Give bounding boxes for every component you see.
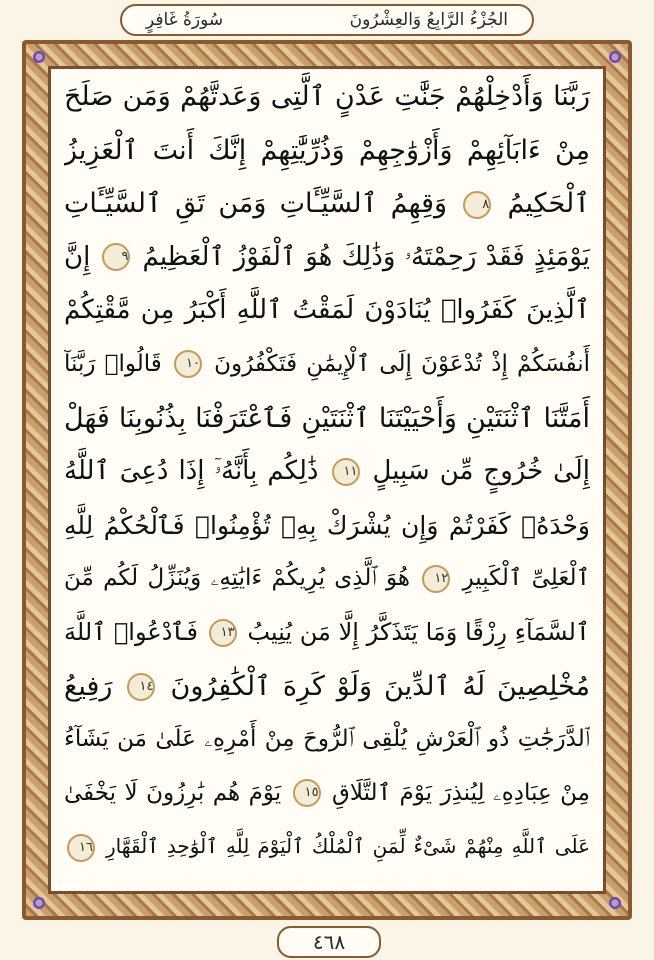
ayah-number-marker: ١٦ bbox=[67, 834, 95, 862]
text-line: مِنْ ءَابَآئِهِمْ وَأَزْوَٰجِهِمْ وَذُرِّيَّٰتِهِمْ إِنَّكَ أَنتَ ٱلْعَزِيزُ bbox=[64, 134, 590, 166]
text-line: رَبَّنَا وَأَدْخِلْهُمْ جَنَّٰتِ عَدْنٍ ٱلَّتِى وَعَدتَّهُمْ وَمَن صَلَحَ bbox=[64, 81, 590, 112]
text-line: مِنْ عِبَادِهِۦ لِيُنذِرَ يَوْمَ ٱلتَّلَاقِ ١٥ يَوْمَ هُم بَٰرِزُونَ لَا يَخْفَىٰ bbox=[64, 779, 590, 806]
text-line: ٱلسَّمَآءِ رِزْقًا وَمَا يَتَذَكَّرُ إِلَّا مَن يُنِيبُ ١٣ فَٱدْعُوا۟ ٱللَّهَ bbox=[64, 617, 590, 646]
ayah-number-marker: ١٠ bbox=[174, 350, 202, 378]
ayah-number-marker: ١٣ bbox=[209, 619, 237, 647]
text-line: أَنفُسَكُمْ إِذْ تُدْعَوْنَ إِلَى ٱلْإِيمَٰنِ فَتَكْفُرُونَ ١٠ قَالُوا۟ رَبَّنَآ bbox=[64, 350, 590, 377]
ornament-icon bbox=[608, 896, 622, 910]
page-header bbox=[120, 4, 534, 36]
text-line: عَلَى ٱللَّهِ مِنْهُمْ شَىْءٌ لِّمَنِ ٱلْمُلْكُ ٱلْيَوْمَ لِلَّهِ ٱلْوَٰحِدِ ٱلْقَهَّارِ ١٦ bbox=[64, 820, 590, 874]
page-number: ٤٦٨ bbox=[277, 926, 381, 958]
quran-text bbox=[64, 70, 590, 874]
text-line: ٱلَّذِينَ كَفَرُوا۟ يُنَادَوْنَ لَمَقْتُ ٱللَّهِ أَكْبَرُ مِن مَّقْتِكُمْ bbox=[64, 295, 590, 326]
juz-name: الجُزْءُ الرَّابِعُ وَالعِشْرُونَ bbox=[349, 10, 508, 30]
surah-name: سُورَةُ غَافِرٍ bbox=[146, 10, 224, 30]
text-line: ٱلْحَكِيمُ ٨ وَقِهِمُ ٱلسَّيِّـَٔاتِ وَمَن تَقِ ٱلسَّيِّـَٔاتِ bbox=[64, 188, 590, 220]
ornament-icon bbox=[608, 50, 622, 64]
text-line: يَوْمَئِذٍ فَقَدْ رَحِمْتَهُۥ وَذَٰلِكَ هُوَ ٱلْفَوْزُ ٱلْعَظِيمُ ٩ إِنَّ bbox=[64, 241, 590, 272]
ornament-icon bbox=[32, 896, 46, 910]
text-line: وَحْدَهُۥ كَفَرْتُمْ وَإِن يُشْرَكْ بِهِۦ تُؤْمِنُوا۟ فَٱلْحُكْمُ لِلَّهِ bbox=[64, 510, 590, 540]
ayah-number-marker: ٩ bbox=[102, 243, 130, 271]
text-line: إِلَىٰ خُرُوجٍ مِّن سَبِيلٍ ١١ ذَٰلِكُم بِأَنَّهُۥٓ إِذَا دُعِىَ ٱللَّهُ bbox=[64, 456, 590, 487]
ayah-number-marker: ١١ bbox=[332, 458, 360, 486]
text-line: ٱلدَّرَجَٰتِ ذُو ٱلْعَرْشِ يُلْقِى ٱلرُّوحَ مِنْ أَمْرِهِۦ عَلَىٰ مَن يَشَآءُ bbox=[64, 726, 590, 753]
ayah-number-marker: ١٢ bbox=[422, 565, 450, 593]
ayah-number-marker: ٨ bbox=[463, 191, 491, 219]
ayah-number-marker: ١٥ bbox=[293, 779, 321, 807]
ornament-icon bbox=[32, 50, 46, 64]
text-line: ٱلْعَلِىِّ ٱلْكَبِيرِ ١٢ هُوَ ٱلَّذِى يُرِيكُمْ ءَايَٰتِهِۦ وَيُنَزِّلُ لَكُم مِّنَ bbox=[64, 565, 590, 592]
text-line: مُخْلِصِينَ لَهُ ٱلدِّينَ وَلَوْ كَرِهَ ٱلْكَٰفِرُونَ ١٤ رَفِيعُ bbox=[64, 670, 590, 702]
text-line: أَمَتَّنَا ٱثْنَتَيْنِ وَأَحْيَيْتَنَا ٱثْنَتَيْنِ فَٱعْتَرَفْنَا بِذُنُوبِنَا فَهَلْ bbox=[64, 402, 590, 434]
ayah-number-marker: ١٤ bbox=[127, 673, 155, 701]
